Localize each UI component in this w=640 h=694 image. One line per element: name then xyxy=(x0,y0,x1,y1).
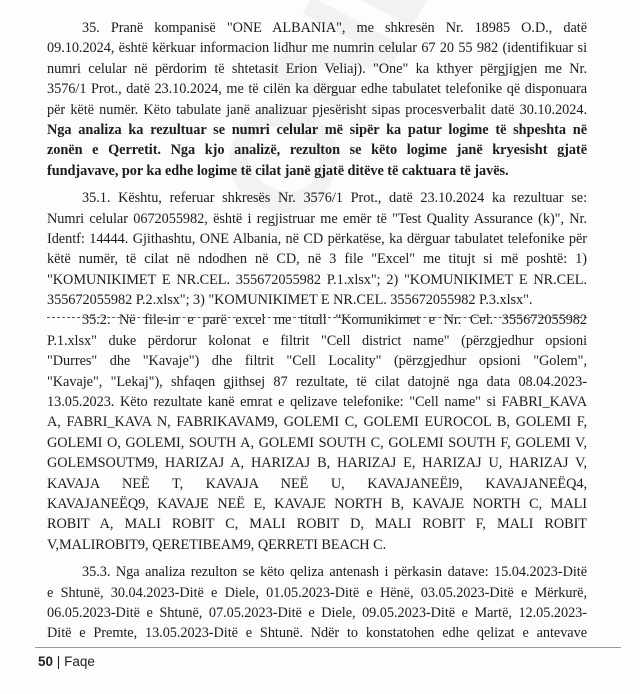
page-number: 50 xyxy=(38,654,54,669)
paragraph-35-2-line-4: "Kavaje", "Lekaj"), shfaqen gjithsej 87 rezultate, të cilat datojnë nga data 08.04.2023- xyxy=(47,373,587,390)
paragraph-35-1-line-1: 35.1. Kështu, referuar shkresës Nr. 3576/1 Prot., datë 23.10.2024 ka rezultuar se: xyxy=(82,190,587,207)
paragraph-35-2-line-9: KAVAJA NEË T, KAVAJA NEË U, KAVAJANEËl9, KAVAJANEËQ4, xyxy=(47,475,587,492)
document-body xyxy=(47,18,587,644)
footer-divider xyxy=(35,647,621,648)
paragraph-35-line-1: 35. Pranë kompanisë "ONE ALBANIA", me shkresën Nr. 18985 O.D., datë xyxy=(82,20,587,36)
paragraph-35-2-first-line-wrapper xyxy=(47,310,587,330)
paragraph-35-2-line-7: GOLEMI O, GOLEMI, SOUTH A, GOLEMI SOUTH C, GOLEMI SOUTH F, GOLEMI V, xyxy=(47,434,587,451)
paragraph-35-3-line-2: e Shtunë, 30.04.2023-Ditë e Diele, 01.05.2023-Ditë e Hënë, 03.05.2023-Ditë e Mërkurë, xyxy=(47,584,587,601)
paragraph-35-2-line-6: A, FABRI_KAVA N, FABRIKAVAM9, GOLEMI C, GOLEMI EUROCOL B, GOLEMI F, xyxy=(47,414,587,431)
paragraph-35-1-line-5: "KOMUNIKIMET E NR.CEL. 355672055982 P.1.xlsx"; 2) "KOMUNIKIMET E NR.CEL. xyxy=(47,271,587,288)
paragraph-35-2-line-5: 13.05.2023. Këto rezultate kanë emrat e qelizave telefonike: "Cell name" si FABRI_KAVA xyxy=(47,394,587,411)
paragraph-35-2-line-8: GOLEMSOUTM9, HARIZAJ A, HARIZAJ B, HARIZAJ E, HARIZAJ U, HARIZAJ V, xyxy=(47,455,587,472)
footer-separator: | xyxy=(56,654,61,669)
paragraph-35-line-3: numri celular në përdorim të shtetasit Erion Veliaj). "One" ka kthyer përgjigjen me Nr. xyxy=(47,60,587,77)
dashed-strike-line xyxy=(47,317,587,319)
paragraph-35-2-line-1: 35.2. Në file-in e parë excel me titull "Komunikimet e Nr. Cel. 355672055982 xyxy=(82,312,587,329)
paragraph-35-1-line-4: këtë numër, të cilat në ndodhen në CD, në 3 file "Excel" me titujt si më poshtë: 1) xyxy=(47,251,587,268)
paragraph-35-finding-line-2: zonën e Qerretit. Nga kjo analizë, rezulton se këto logime janë kryesisht gjatë xyxy=(47,142,587,159)
paragraph-35-2-line-3: "Durres" dhe "Kavaje") dhe filtrit "Cell Locality" (përzgjedhur opsioni "Golem", xyxy=(47,353,587,370)
paragraph-35-line-2: 09.10.2024, është kërkuar informacion lidhur me numrin celular 67 20 55 982 (identifikuar si xyxy=(47,40,587,57)
paragraph-35-finding-line-3: fundjavave, por ka edhe logime të cilat janë gjatë ditëve të caktuara të javës. xyxy=(47,162,509,179)
paragraph-35-1-line-6: 355672055982 P.2.xlsx"; 3) "KOMUNIKIMET E NR.CEL. 355672055982 P.3.xlsx". xyxy=(47,292,533,309)
paragraph-35-3-line-1: 35.3. Nga analiza rezulton se këto qeliza antenash i përkasin datave: 15.04.2023-Ditë xyxy=(82,564,587,581)
paragraph-35-3-line-3: 06.05.2023-Ditë e Shtunë, 07.05.2023-Ditë e Diele, 09.05.2023-Ditë e Martë, 12.05.2023- xyxy=(47,604,587,621)
page-number-label xyxy=(38,654,95,669)
paragraph-35-1-line-3: Identf: 14444. Gjithashtu, ONE Albania, në CD përkatëse, ka dërguar tabulatet telefonike për xyxy=(47,230,587,247)
paragraph-35-3-line-4: Ditë e Premte, 13.05.2023-Ditë e Shtunë. Ndër to konstatohen edhe qelizat e antevave xyxy=(47,625,587,642)
paragraph-35-2-line-2: P.1.xlsx" duke përdorur kolonat e filtrit "Cell district name" (përzgjedhur opsioni xyxy=(47,332,587,349)
paragraph-35-2-line-11: ROBIT A, MALI ROBIT C, MALI ROBIT D, MALI ROBIT F, MALI ROBIT xyxy=(47,516,587,533)
paragraph-35-2-line-12: V,MALIROBIT9, QERETIBEAM9, QERRETI BEACH C. xyxy=(47,536,387,553)
paragraph-35-2-line-10: KAVAJANEËQ9, KAVAJE NEË E, KAVAJE NORTH B, KAVAJE NORTH C, MALI xyxy=(47,495,587,512)
paragraph-35-1-line-2: Numri celular 0672055982, është i regjistruar me emër të "Test Quality Assurance (k)", Nr. xyxy=(47,210,587,227)
paragraph-35-line-4: 3576/1 Prot., datë 23.10.2024, me të cilën ka dërguar edhe tabulatet telefonike që disponuara xyxy=(47,81,587,98)
footer-page-word: Faqe xyxy=(64,654,95,669)
paragraph-35-line-5: për këtë numër. Këto tabulate janë analizuar pjesërisht sipas procesverbalit datë 30.10.2024. xyxy=(47,101,587,118)
paragraph-35-finding-line-1: Nga analiza ka rezultuar se numri celular më sipër ka patur logime të shpeshta në xyxy=(47,121,587,138)
